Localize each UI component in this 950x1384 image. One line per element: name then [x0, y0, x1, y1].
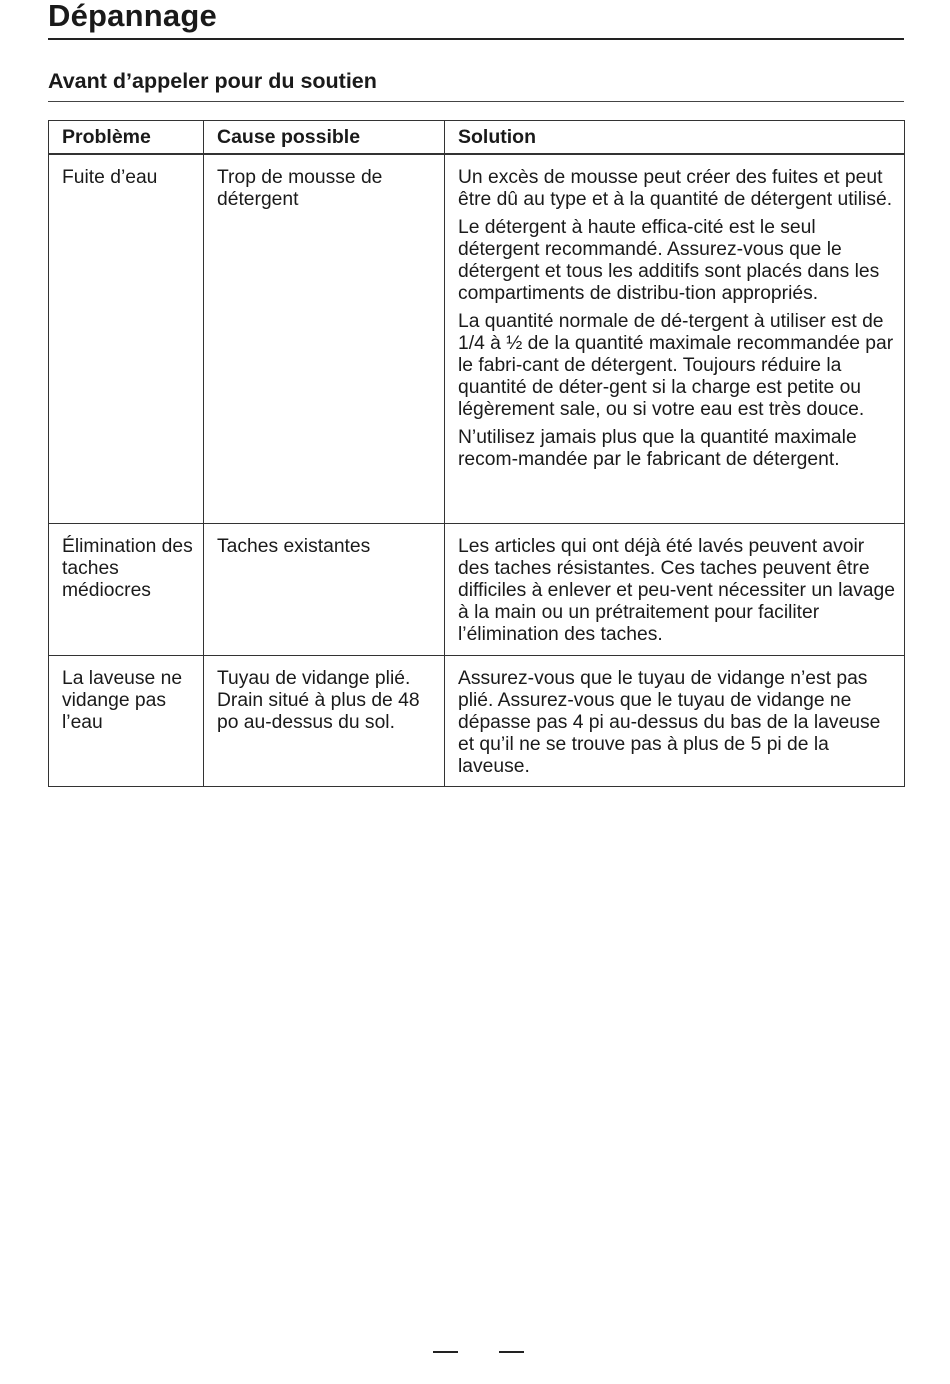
section-title: Avant d’appeler pour du soutien: [48, 69, 377, 93]
page-title: Dépannage: [48, 0, 217, 33]
solution-paragraph: N’utilisez jamais plus que la quantité maximale recom-mandée par le fabricant de détergent.: [458, 426, 857, 470]
solution-paragraph: Le détergent à haute effica-cité est le seul détergent recommandé. Assurez-vous que le détergent et tous les additifs sont placés dans les compartiments de distribu-tion appropriés.: [458, 216, 880, 304]
column-header-cause: Cause possible: [204, 121, 445, 154]
cause-cell: Tuyau de vidange plié. Drain situé à plus de 48 po au-dessus du sol.: [204, 656, 445, 787]
solution-paragraph: Assurez-vous que le tuyau de vidange n’est pas plié. Assurez-vous que le tuyau de vidange ne dépasse pas 4 pi au-dessus du bas de la laveuse et qu’il ne se trouve pas à plus de 5 pi de la laveuse.: [458, 668, 881, 777]
problem-cell: Fuite d’eau: [49, 154, 204, 524]
solution-cell: [445, 524, 905, 656]
page-number-mark-left: [433, 1351, 458, 1353]
solution-paragraph: Un excès de mousse peut créer des fuites et peut être dû au type et à la quantité de détergent utilisé.: [458, 166, 893, 210]
table-row: [49, 656, 905, 787]
troubleshooting-table: [48, 120, 905, 787]
page-number-mark-right: [499, 1351, 524, 1353]
column-header-problem: Problème: [49, 121, 204, 154]
problem-cell: La laveuse ne vidange pas l’eau: [49, 656, 204, 787]
section-divider: [48, 101, 904, 102]
solution-paragraph: Les articles qui ont déjà été lavés peuvent avoir des taches résistantes. Ces taches peuvent être difficiles à enlever et peu-vent nécessiter un lavage à la main ou un prétraitement pour faciliter l’élimination des taches.: [458, 536, 895, 645]
cause-cell: Taches existantes: [204, 524, 445, 656]
cause-cell: Trop de mousse de détergent: [204, 154, 445, 524]
column-header-solution: Solution: [445, 121, 905, 154]
title-divider: [48, 38, 904, 40]
solution-cell: [445, 656, 905, 787]
table-row: [49, 524, 905, 656]
table-header-row: [49, 121, 905, 154]
solution-paragraph: La quantité normale de dé-tergent à utiliser est de 1/4 à ½ de la quantité maximale recommandée par le fabri-cant de détergent. Toujours réduire la quantité de déter-gent si la charge est petite ou légèrement sale, ou si votre eau est très douce.: [458, 310, 894, 420]
problem-cell: Élimination des taches médiocres: [49, 524, 204, 656]
solution-cell: [445, 154, 905, 524]
table-row: [49, 154, 905, 524]
